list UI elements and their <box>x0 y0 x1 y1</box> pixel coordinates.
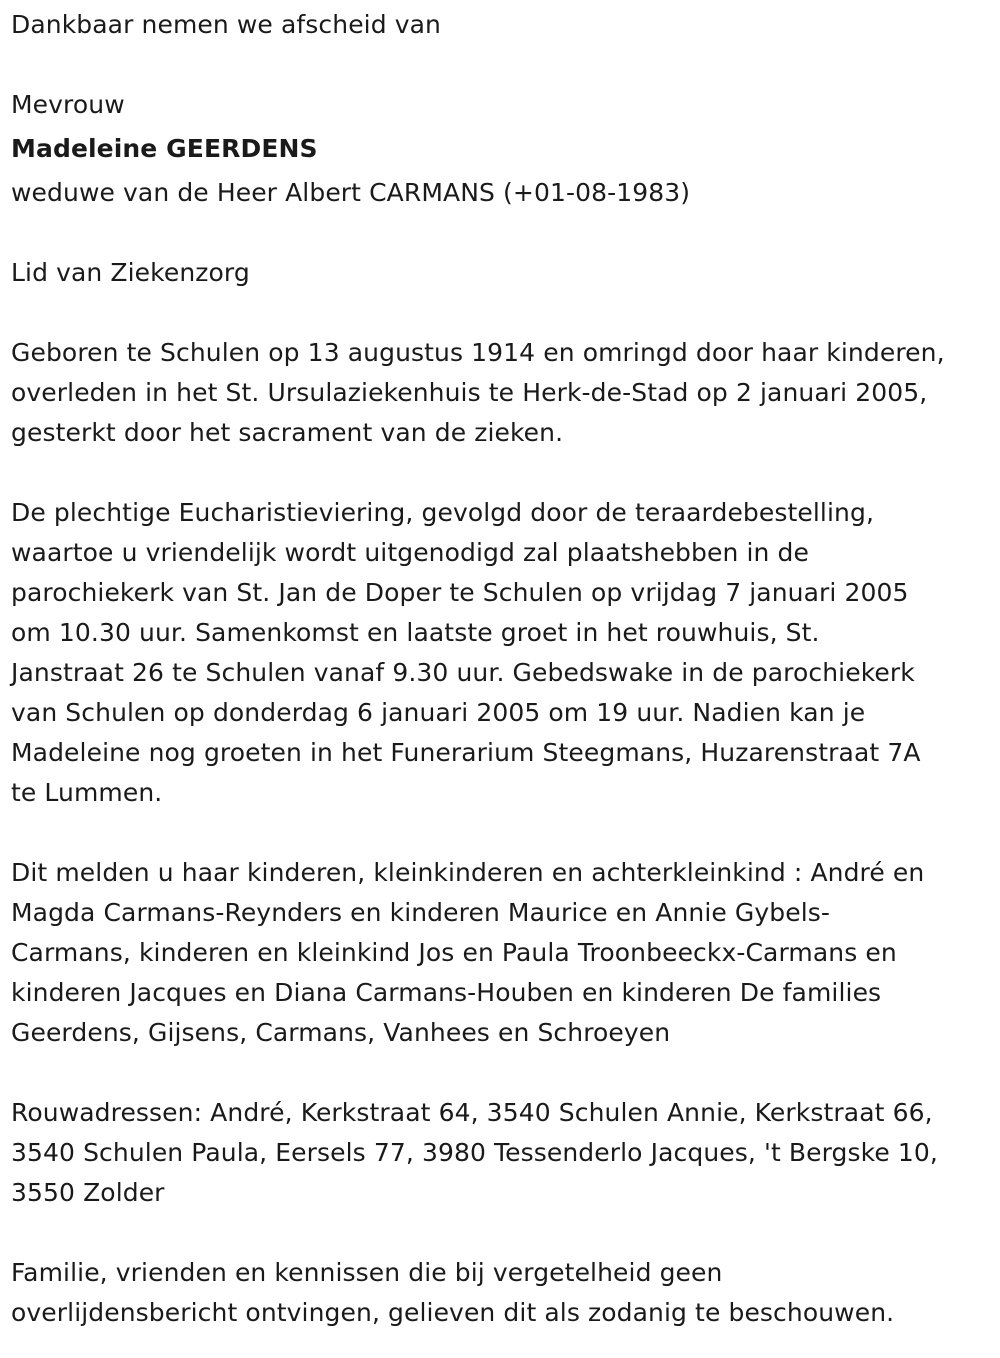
spacer <box>11 453 990 493</box>
spacer <box>11 45 990 85</box>
paragraph-line: overleden in het St. Ursulaziekenhuis te Herk-de-Stad op 2 januari 2005, <box>11 378 928 407</box>
paragraph-line: waartoe u vriendelijk wordt uitgenodigd zal plaatshebben in de <box>11 538 809 567</box>
honorific: Mevrouw <box>11 90 125 119</box>
paragraph-line: kinderen Jacques en Diana Carmans-Houben en kinderen De families <box>11 978 882 1007</box>
paragraph-line: Magda Carmans-Reynders en kinderen Maurice en Annie Gybels- <box>11 898 831 927</box>
paragraph-line: overlijdensbericht ontvingen, gelieven dit als zodanig te beschouwen. <box>11 1298 895 1327</box>
spacer <box>11 813 990 853</box>
paragraph-line: parochiekerk van St. Jan de Doper te Schulen op vrijdag 7 januari 2005 <box>11 578 909 607</box>
paragraph-line: gesterkt door het sacrament van de zieken. <box>11 418 564 447</box>
paragraph-line: De plechtige Eucharistieviering, gevolgd door de teraardebestelling, <box>11 498 874 527</box>
closing-paragraph <box>11 1253 990 1333</box>
paragraph-line: 3540 Schulen Paula, Eersels 77, 3980 Tessenderlo Jacques, 't Bergske 10, <box>11 1138 938 1167</box>
paragraph-line: Familie, vrienden en kennissen die bij vergetelheid geen <box>11 1258 723 1287</box>
widow-of-text: weduwe van de Heer Albert CARMANS (+01-08-1983) <box>11 178 691 207</box>
paragraph-line: Geboren te Schulen op 13 augustus 1914 en omringd door haar kinderen, <box>11 338 945 367</box>
paragraph-line: van Schulen op donderdag 6 januari 2005 om 19 uur. Nadien kan je <box>11 698 866 727</box>
paragraph-line: Rouwadressen: André, Kerkstraat 64, 3540 Schulen Annie, Kerkstraat 66, <box>11 1098 933 1127</box>
paragraph-line: om 10.30 uur. Samenkomst en laatste groet in het rouwhuis, St. <box>11 618 820 647</box>
spacer <box>11 293 990 333</box>
family-paragraph <box>11 853 990 1053</box>
spacer <box>11 213 990 253</box>
paragraph-line: Janstraat 26 te Schulen vanaf 9.30 uur. Gebedswake in de parochiekerk <box>11 658 915 687</box>
paragraph-line: Dit melden u haar kinderen, kleinkinderen en achterkleinkind : André en <box>11 858 925 887</box>
paragraph-line: Madeleine nog groeten in het Funerarium Steegmans, Huzarenstraat 7A <box>11 738 921 767</box>
paragraph-line: te Lummen. <box>11 778 163 807</box>
paragraph-line: Geerdens, Gijsens, Carmans, Vanhees en Schroeyen <box>11 1018 671 1047</box>
addresses-paragraph <box>11 1093 990 1213</box>
ceremony-paragraph <box>11 493 990 813</box>
deceased-name: Madeleine GEERDENS <box>11 134 318 163</box>
intro-text: Dankbaar nemen we afscheid van <box>11 10 441 39</box>
membership-text: Lid van Ziekenzorg <box>11 258 250 287</box>
paragraph-line: Carmans, kinderen en kleinkind Jos en Paula Troonbeeckx-Carmans en <box>11 938 897 967</box>
spacer <box>11 1053 990 1093</box>
birth-death-paragraph <box>11 333 990 453</box>
spacer <box>11 1213 990 1253</box>
paragraph-line: 3550 Zolder <box>11 1178 165 1207</box>
